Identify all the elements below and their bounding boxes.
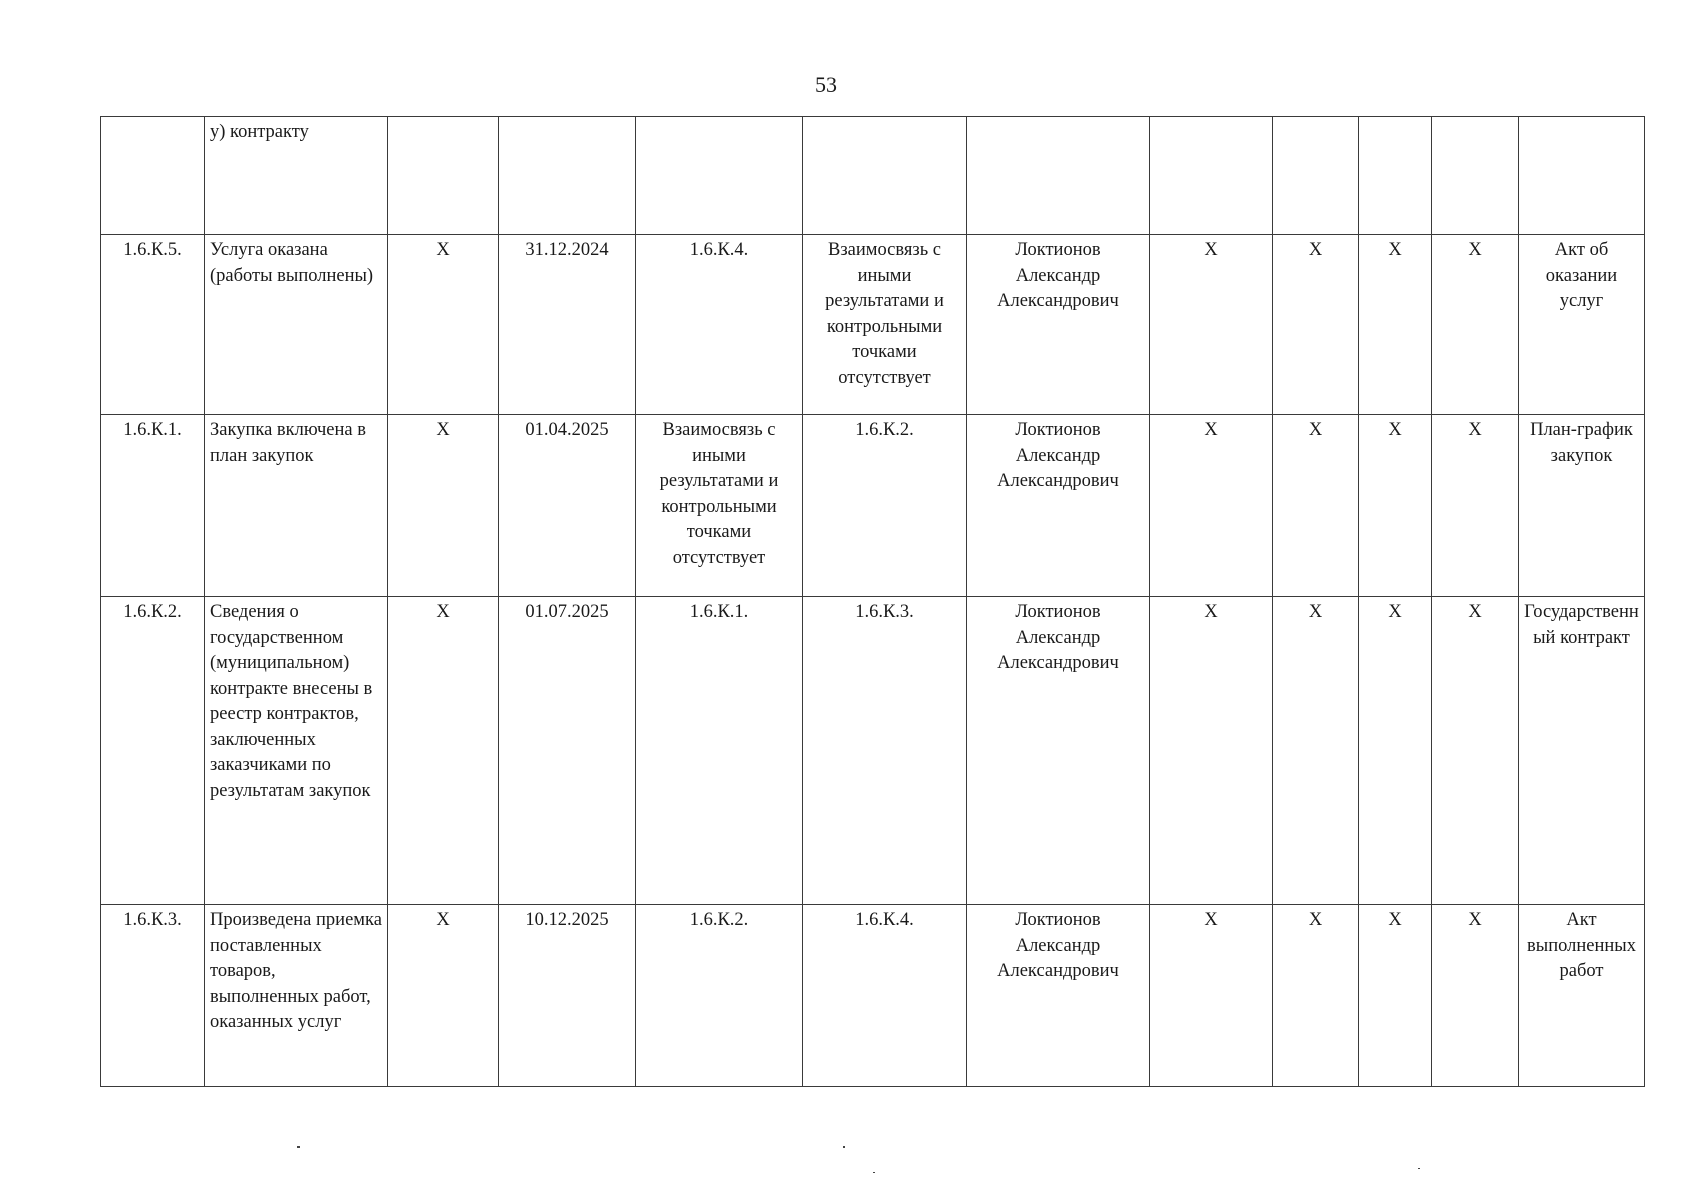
- cell-id: 1.6.К.2.: [101, 597, 205, 905]
- table-row: [101, 415, 1645, 597]
- cell-date: 31.12.2024: [499, 235, 636, 415]
- cell-mark: X: [1359, 597, 1432, 905]
- cell-mark: X: [388, 905, 499, 1087]
- cell-mark: X: [1359, 235, 1432, 415]
- table-row: [101, 905, 1645, 1087]
- cell-next: 1.6.К.4.: [803, 905, 967, 1087]
- cell-mark: [1273, 117, 1359, 235]
- cell-next: 1.6.К.2.: [803, 415, 967, 597]
- cell-mark: X: [1432, 905, 1519, 1087]
- cell-mark: [1432, 117, 1519, 235]
- cell-document: Государственный контракт: [1519, 597, 1645, 905]
- cell-mark: X: [1150, 415, 1273, 597]
- cell-date: 01.04.2025: [499, 415, 636, 597]
- cell-name: у) контракту: [205, 117, 388, 235]
- cell-name: Закупка включена в план закупок: [205, 415, 388, 597]
- table-row: [101, 597, 1645, 905]
- cell-name: Сведения о государственном (муниципальном) контракте внесены в реестр контрактов, заключенных заказчиками по результатам закупок: [205, 597, 388, 905]
- cell-responsible: Локтионов Александр Александрович: [967, 905, 1150, 1087]
- cell-mark: X: [1273, 905, 1359, 1087]
- cell-mark: [1150, 117, 1273, 235]
- cell-prev: 1.6.К.4.: [636, 235, 803, 415]
- cell-responsible: Локтионов Александр Александрович: [967, 415, 1150, 597]
- cell-mark: X: [1273, 235, 1359, 415]
- table-row: [101, 117, 1645, 235]
- cell-document: Акт об оказании услуг: [1519, 235, 1645, 415]
- cell-date: 01.07.2025: [499, 597, 636, 905]
- table-row: [101, 235, 1645, 415]
- cell-id: [101, 117, 205, 235]
- cell-mark: [388, 117, 499, 235]
- cell-prev: 1.6.К.2.: [636, 905, 803, 1087]
- cell-name: Произведена приемка поставленных товаров, выполненных работ, оказанных услуг: [205, 905, 388, 1087]
- cell-mark: [1359, 117, 1432, 235]
- scan-speck: [843, 1146, 845, 1148]
- cell-name: Услуга оказана (работы выполнены): [205, 235, 388, 415]
- cell-mark: X: [1432, 235, 1519, 415]
- cell-prev: 1.6.К.1.: [636, 597, 803, 905]
- cell-prev: [636, 117, 803, 235]
- cell-mark: X: [1273, 415, 1359, 597]
- scan-speck: [297, 1146, 300, 1148]
- cell-mark: X: [388, 597, 499, 905]
- control-points-table: [100, 116, 1645, 1087]
- cell-mark: X: [1150, 905, 1273, 1087]
- scan-speck: [873, 1172, 875, 1173]
- cell-id: 1.6.К.3.: [101, 905, 205, 1087]
- cell-date: 10.12.2025: [499, 905, 636, 1087]
- cell-document: Акт выполненных работ: [1519, 905, 1645, 1087]
- cell-responsible: Локтионов Александр Александрович: [967, 235, 1150, 415]
- cell-document: План-график закупок: [1519, 415, 1645, 597]
- cell-mark: X: [1359, 905, 1432, 1087]
- page-number: 53: [815, 72, 837, 97]
- cell-mark: X: [1150, 235, 1273, 415]
- cell-responsible: [967, 117, 1150, 235]
- cell-responsible: Локтионов Александр Александрович: [967, 597, 1150, 905]
- cell-mark: X: [1150, 597, 1273, 905]
- cell-id: 1.6.К.5.: [101, 235, 205, 415]
- cell-next: Взаимосвязь с иными результатами и контрольными точками отсутствует: [803, 235, 967, 415]
- cell-mark: X: [1432, 415, 1519, 597]
- cell-next: [803, 117, 967, 235]
- cell-mark: X: [388, 235, 499, 415]
- cell-next: 1.6.К.3.: [803, 597, 967, 905]
- cell-mark: X: [388, 415, 499, 597]
- cell-date: [499, 117, 636, 235]
- cell-mark: X: [1359, 415, 1432, 597]
- cell-mark: X: [1432, 597, 1519, 905]
- cell-prev: Взаимосвязь с иными результатами и контрольными точками отсутствует: [636, 415, 803, 597]
- scan-speck: [1418, 1168, 1420, 1169]
- cell-document: [1519, 117, 1645, 235]
- cell-id: 1.6.К.1.: [101, 415, 205, 597]
- cell-mark: X: [1273, 597, 1359, 905]
